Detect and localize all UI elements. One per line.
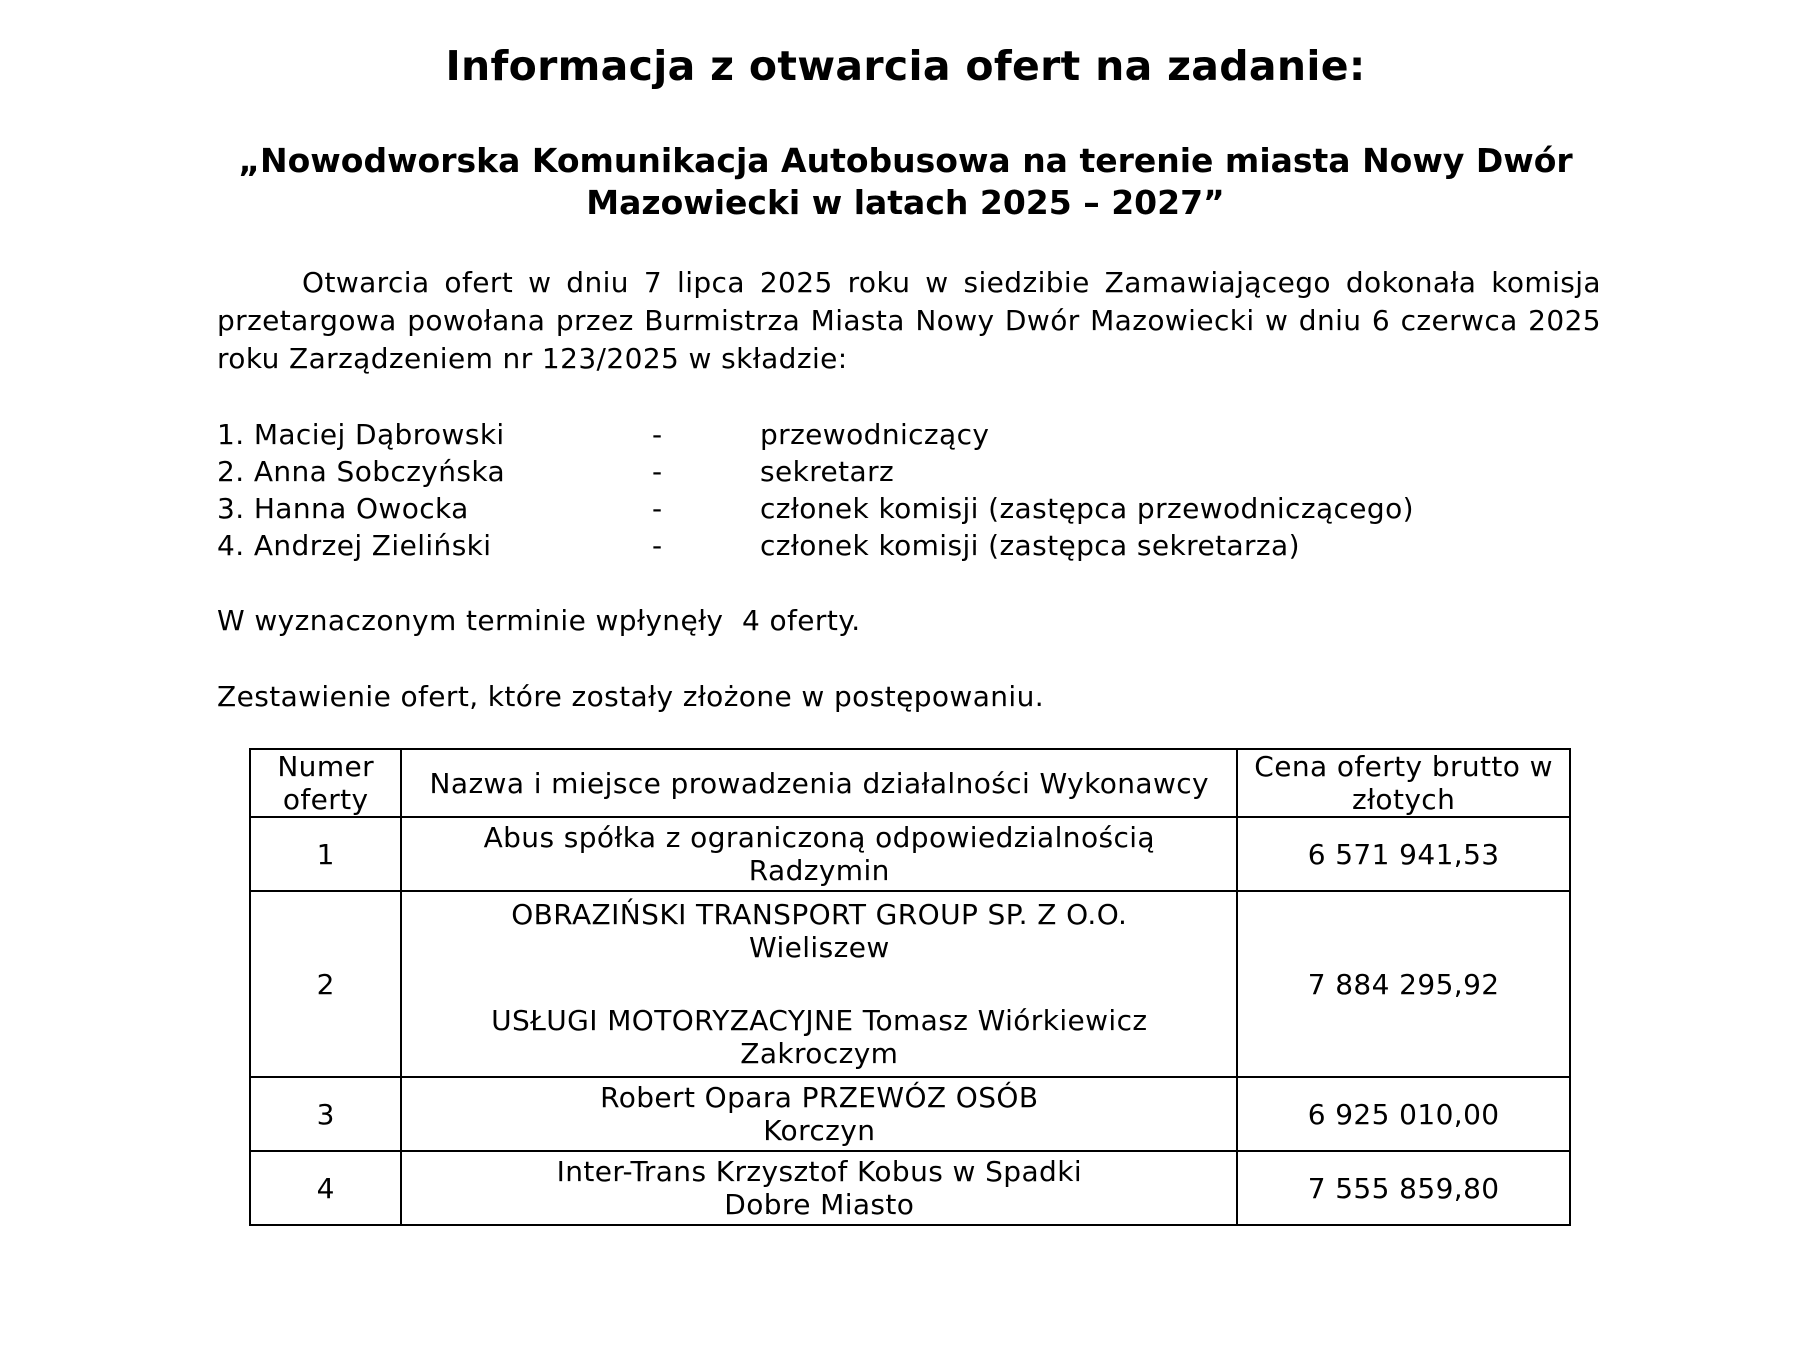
commission-list [217, 416, 1517, 564]
offer-number: 4 [250, 1151, 401, 1225]
offer-number: 2 [250, 891, 401, 1077]
contractor-name: Inter-Trans Krzysztof Kobus w Spadki [556, 1155, 1083, 1188]
member-role: członek komisji (zastępca sekretarza) [760, 529, 1300, 562]
task-name-line-1: „Nowodworska Komunikacja Autobusowa na terenie miasta Nowy Dwór [238, 141, 1573, 180]
contractor-cell [401, 1151, 1237, 1225]
contractor-place: Korczyn [763, 1114, 876, 1147]
intro-paragraph [217, 264, 1601, 378]
member-separator: - [652, 455, 663, 488]
offer-price: 7 884 295,92 [1237, 891, 1570, 1077]
header-offer-number-line-2: oferty [282, 783, 369, 816]
offer-price: 6 571 941,53 [1237, 817, 1570, 891]
list-item [217, 490, 1517, 527]
member-name: 1. Maciej Dąbrowski [217, 418, 505, 451]
member-role: członek komisji (zastępca przewodniczącego) [760, 492, 1414, 525]
member-separator: - [652, 418, 663, 451]
table-row [250, 1151, 1570, 1225]
contractor-name: Robert Opara PRZEWÓZ OSÓB [600, 1081, 1039, 1114]
member-name: 4. Andrzej Zieliński [217, 529, 492, 562]
member-separator: - [652, 529, 663, 562]
member-name: 2. Anna Sobczyńska [217, 455, 506, 488]
header-offer-number-line-1: Numer [277, 750, 375, 783]
member-separator: - [652, 492, 663, 525]
contractor-place: Dobre Miasto [724, 1188, 915, 1221]
contractor-place: Zakroczym [740, 1037, 899, 1070]
offer-number: 1 [250, 817, 401, 891]
offers-summary-heading: Zestawienie ofert, które zostały złożone w postępowaniu. [217, 680, 1045, 713]
list-item [217, 527, 1517, 564]
table-row [250, 817, 1570, 891]
table-row [250, 1077, 1570, 1151]
task-name [180, 140, 1631, 224]
offer-number: 3 [250, 1077, 401, 1151]
header-price-line-2: złotych [1351, 783, 1456, 816]
contractor-place: Radzymin [748, 854, 890, 887]
member-role: przewodniczący [760, 418, 990, 451]
table-row [250, 891, 1570, 1077]
list-item [217, 453, 1517, 490]
contractor-cell [401, 891, 1237, 1077]
header-contractor: Nazwa i miejsce prowadzenia działalności Wykonawcy [401, 749, 1237, 817]
task-name-line-2: Mazowiecki w latach 2025 – 2027” [586, 183, 1225, 222]
header-price-line-1: Cena oferty brutto w [1254, 750, 1553, 783]
contractor-name: Abus spółka z ograniczoną odpowiedzialnością [483, 821, 1155, 854]
header-price [1237, 749, 1570, 817]
contractor-cell [401, 817, 1237, 891]
offers-table [249, 748, 1571, 1226]
offer-price: 7 555 859,80 [1237, 1151, 1570, 1225]
offers-received-text: W wyznaczonym terminie wpłynęły 4 oferty. [217, 604, 861, 637]
member-name: 3. Hanna Owocka [217, 492, 469, 525]
intro-text: Otwarcia ofert w dniu 7 lipca 2025 roku w siedzibie Zamawiającego dokonała komisja przetargowa powołana przez Burmistrza Miasta Nowy Dwór Mazowiecki w dniu 6 czerwca 2025 roku Zarządzeniem nr 123/2025 w składzie: [217, 266, 1601, 375]
contractor-place: Wieliszew [748, 931, 890, 964]
contractor-name: USŁUGI MOTORYZACYJNE Tomasz Wiórkiewicz [491, 1004, 1148, 1037]
contractor-name: OBRAZIŃSKI TRANSPORT GROUP SP. Z O.O. [511, 898, 1128, 931]
offer-price: 6 925 010,00 [1237, 1077, 1570, 1151]
contractor-cell [401, 1077, 1237, 1151]
header-offer-number [250, 749, 401, 817]
list-item [217, 416, 1517, 453]
document-title: Informacja z otwarcia ofert na zadanie: [445, 42, 1366, 90]
table-header-row [250, 749, 1570, 817]
member-role: sekretarz [760, 455, 895, 488]
